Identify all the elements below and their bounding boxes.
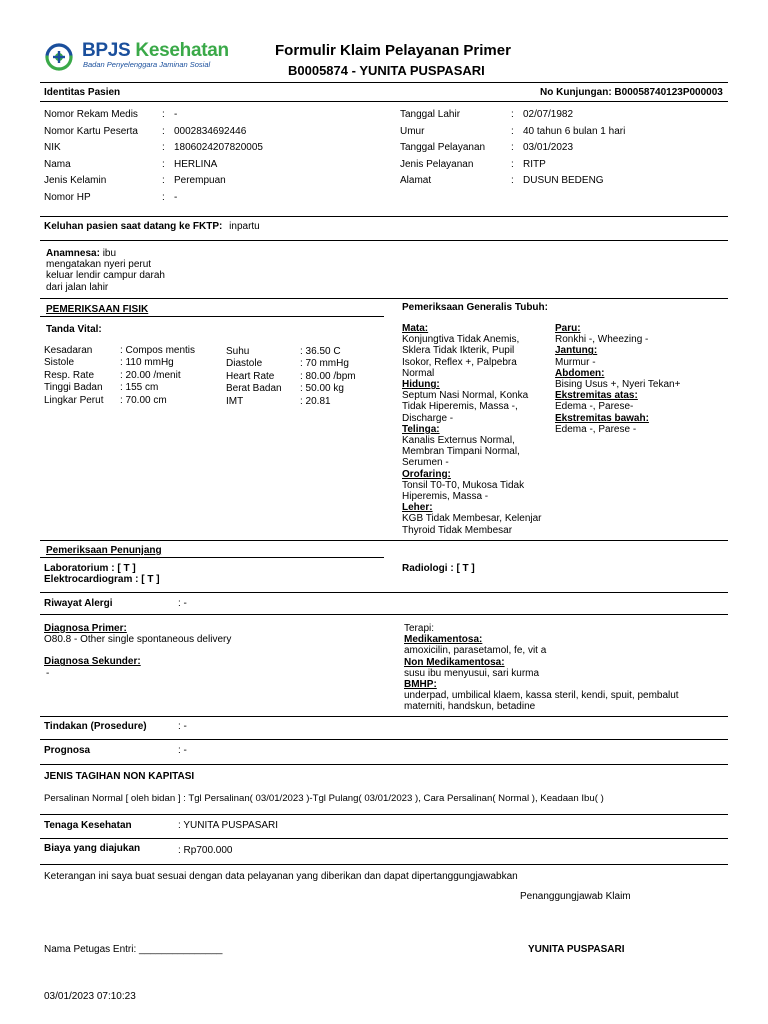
id-label: NIK <box>44 142 61 154</box>
primary-diagnosis-value: O80.8 - Other single spontaneous delivery <box>44 634 232 646</box>
form-subtitle: B0005874 - YUNITA PUSPASARI <box>288 63 485 78</box>
exam-heading: Jantung: <box>555 345 598 357</box>
exam-finding: Serumen - <box>402 457 449 469</box>
vital-label: Suhu <box>226 346 250 357</box>
anamnesa-line: keluar lendir campur darah <box>46 270 165 282</box>
exam-finding: Kanalis Externus Normal, <box>402 435 515 447</box>
vital-value: : 110 mmHg <box>120 357 174 369</box>
id-value: Perempuan <box>174 175 226 187</box>
bmhp-line: materniti, handskun, betadine <box>404 701 536 713</box>
exam-finding: Edema -, Parese - <box>555 423 637 435</box>
vital-value: : 155 cm <box>120 382 159 394</box>
procedure-value: : - <box>178 721 187 732</box>
medication-value: amoxicilin, parasetamol, fe, vit a <box>404 645 547 657</box>
vitals-right <box>226 346 356 407</box>
exam-finding: Membran Timpani Normal, <box>402 446 520 458</box>
anamnesa-line: dari jalan lahir <box>46 281 109 293</box>
staff-label: Tenaga Kesehatan <box>44 820 132 831</box>
exam-heading: Ekstremitas atas: <box>555 390 638 402</box>
exam-finding: Bising Usus +, Nyeri Tekan+ <box>555 379 681 391</box>
exam-finding: Murmur - <box>555 356 596 368</box>
vital-value: : 20.00 /menit <box>120 369 181 381</box>
procedure-label: Tindakan (Prosedure) <box>44 721 147 732</box>
radiology-field: Radiologi : [ T ] <box>402 563 475 574</box>
allergy-label: Riwayat Alergi <box>44 598 113 609</box>
vital-signs-label: Tanda Vital: <box>46 324 102 335</box>
signature-name: YUNITA PUSPASARI <box>528 944 625 955</box>
id-label: Jenis Kelamin <box>44 175 107 187</box>
exam-finding: Discharge - <box>402 412 454 424</box>
complaint-label: Keluhan pasien saat datang ke FKTP: <box>44 221 223 232</box>
vital-label: Tinggi Badan <box>44 382 103 394</box>
id-label: Umur <box>400 125 425 137</box>
exam-finding: Normal <box>402 367 435 379</box>
vital-label: Sistole <box>44 357 75 369</box>
general-exam-col2 <box>555 323 680 435</box>
exam-finding: Konjungtiva Tidak Anemis, <box>402 334 520 346</box>
medication-label: Medikamentosa: <box>404 634 483 646</box>
id-value: - <box>174 191 178 203</box>
exam-heading: Telinga: <box>402 423 440 435</box>
id-label: Nomor Kartu Peserta <box>44 125 138 137</box>
print-timestamp: 03/01/2023 07:10:23 <box>44 991 136 1002</box>
exam-finding: Tidak Hiperemis, Massa -, <box>402 401 518 413</box>
secondary-diagnosis-value: - <box>46 667 50 679</box>
exam-heading: Mata: <box>402 323 429 334</box>
bmhp-line: underpad, umbilical klaem, kassa steril, kendi, spuit, pembalut <box>404 690 679 702</box>
exam-finding: Tonsil T0-T0, Mukosa Tidak <box>402 479 525 491</box>
non-capitation-label: JENIS TAGIHAN NON KAPITASI <box>44 771 195 782</box>
logo-wordmark: BPJS Kesehatan <box>82 40 229 61</box>
non-medication-value: susu ibu menyusui, sari kurma <box>404 667 540 679</box>
visit-number: No Kunjungan: B00058740123P000003 <box>540 87 723 98</box>
complaint-row <box>44 221 260 233</box>
vital-label: Heart Rate <box>226 370 275 382</box>
id-label: Nama <box>44 158 71 170</box>
cost-label: Biaya yang diajukan <box>44 843 141 854</box>
primary-diagnosis-label: Diagnosa Primer: <box>44 623 127 634</box>
staff-value: : YUNITA PUSPASARI <box>178 820 279 831</box>
anamnesa-label: Anamnesa: <box>46 248 100 259</box>
id-label: Nomor HP <box>44 191 91 203</box>
anamnesa-block <box>46 248 165 293</box>
id-value: 03/01/2023 <box>523 142 574 154</box>
vital-value: : 36.50 C <box>300 346 341 357</box>
cost-value: : Rp700.000 <box>178 845 233 856</box>
exam-finding: Hiperemis, Massa - <box>402 491 489 503</box>
prognosis-label: Prognosa <box>44 745 91 756</box>
vitals-left <box>44 345 195 406</box>
complaint-value: inpartu <box>229 221 260 232</box>
vital-label: Diastole <box>226 358 263 370</box>
therapy-label: Terapi: <box>404 623 435 634</box>
therapy-block <box>404 623 679 713</box>
id-value: 0002834692446 <box>174 125 247 137</box>
form-title: Formulir Klaim Pelayanan Primer <box>275 42 511 59</box>
support-section-label: Pemeriksaan Penunjang <box>46 545 162 556</box>
general-exam-col1 <box>402 323 542 536</box>
general-exam-label: Pemeriksaan Generalis Tubuh: <box>402 302 548 313</box>
allergy-value: : - <box>178 598 187 609</box>
identity-section-label: Identitas Pasien <box>44 87 121 98</box>
vital-label: Resp. Rate <box>44 369 95 381</box>
diagnosis-block <box>44 623 231 679</box>
vital-value: : 80.00 /bpm <box>300 370 356 382</box>
bmhp-label: BMHP: <box>404 679 437 691</box>
id-value: DUSUN BEDENG <box>523 175 604 187</box>
vital-label: Kesadaran <box>44 345 93 356</box>
exam-finding: Ronkhi -, Wheezing - <box>555 334 649 346</box>
id-value: - <box>174 109 178 120</box>
vital-value: : Compos mentis <box>120 345 196 356</box>
vital-value: : 20.81 <box>300 395 331 407</box>
non-medication-label: Non Medikamentosa: <box>404 656 505 668</box>
id-value: 40 tahun 6 bulan 1 hari <box>523 125 626 137</box>
exam-finding: Septum Nasi Normal, Konka <box>402 390 529 402</box>
identity-left-list: Nomor Rekam Medis : - Nomor Kartu Peserta : 0002834692446 NIK : 1806024207820005 Nama : HERLINA Jenis Kelamin : Perempuan Nomor HP : - <box>44 109 263 203</box>
vital-label: Berat Badan <box>226 383 282 395</box>
id-label: Nomor Rekam Medis <box>44 109 138 120</box>
signature-role: Penanggungjawab Klaim <box>520 891 631 902</box>
id-label: Tanggal Pelayanan <box>400 142 486 154</box>
physical-section-label: PEMERIKSAAN FISIK <box>46 304 149 315</box>
exam-heading: Orofaring: <box>402 468 451 480</box>
exam-finding: KGB Tidak Membesar, Kelenjar <box>402 513 542 525</box>
id-label: Tanggal Lahir <box>400 109 461 120</box>
anamnesa-line: mengatakan nyeri perut <box>46 259 152 271</box>
vital-label: Lingkar Perut <box>44 394 104 406</box>
exam-finding: Thyroid Tidak Membesar <box>402 524 513 536</box>
exam-finding: Edema -, Parese- <box>555 401 634 413</box>
id-label: Jenis Pelayanan <box>400 158 474 170</box>
vital-label: IMT <box>226 395 244 407</box>
exam-heading: Paru: <box>555 323 581 334</box>
secondary-diagnosis-label: Diagnosa Sekunder: <box>44 656 141 668</box>
id-label: Alamat <box>400 175 432 187</box>
exam-heading: Leher: <box>402 502 433 514</box>
exam-heading: Hidung: <box>402 379 440 391</box>
exam-heading: Ekstremitas bawah: <box>555 412 649 424</box>
anamnesa-line: ibu <box>102 248 117 259</box>
lab-field: Laboratorium : [ T ] <box>44 563 136 574</box>
id-value: 02/07/1982 <box>523 109 574 120</box>
bpjs-logo-icon <box>44 42 74 72</box>
id-value: RITP <box>523 158 546 170</box>
ecg-field: Elektrocardiogram : [ T ] <box>44 574 160 585</box>
statement-text: Keterangan ini saya buat sesuai dengan data pelayanan yang diberikan dan dapat dipertanggungjawabkan <box>44 871 518 882</box>
exam-heading: Abdomen: <box>555 367 605 379</box>
entry-officer-blank: _______________ <box>139 944 223 955</box>
entry-officer-label: Nama Petugas Entri: _______________ <box>44 944 223 955</box>
identity-right-list: Tanggal Lahir : 02/07/1982 Umur : 40 tahun 6 bulan 1 hari Tanggal Pelayanan : 03/01/2023 Jenis Pelayanan : RITP Alamat : DUSUN BEDENG <box>400 109 626 187</box>
non-capitation-value: Persalinan Normal [ oleh bidan ] : Tgl Persalinan( 03/01/2023 )-Tgl Pulang( 03/01/2023 ), Cara Persalinan( Normal ), Keadaan Ibu( ) <box>44 793 604 804</box>
vital-value: : 70 mmHg <box>300 358 349 370</box>
id-value: HERLINA <box>174 158 218 170</box>
id-value: 1806024207820005 <box>174 142 263 154</box>
exam-finding: Sklera Tidak Ikterik, Pupil <box>402 345 515 357</box>
exam-finding: Isokor, Reflex +, Palpebra <box>402 356 517 368</box>
prognosis-value: : - <box>178 745 187 756</box>
vital-value: : 70.00 cm <box>120 394 167 406</box>
vital-value: : 50.00 kg <box>300 383 344 395</box>
logo-subtitle: Badan Penyelenggara Jaminan Sosial <box>83 60 211 69</box>
